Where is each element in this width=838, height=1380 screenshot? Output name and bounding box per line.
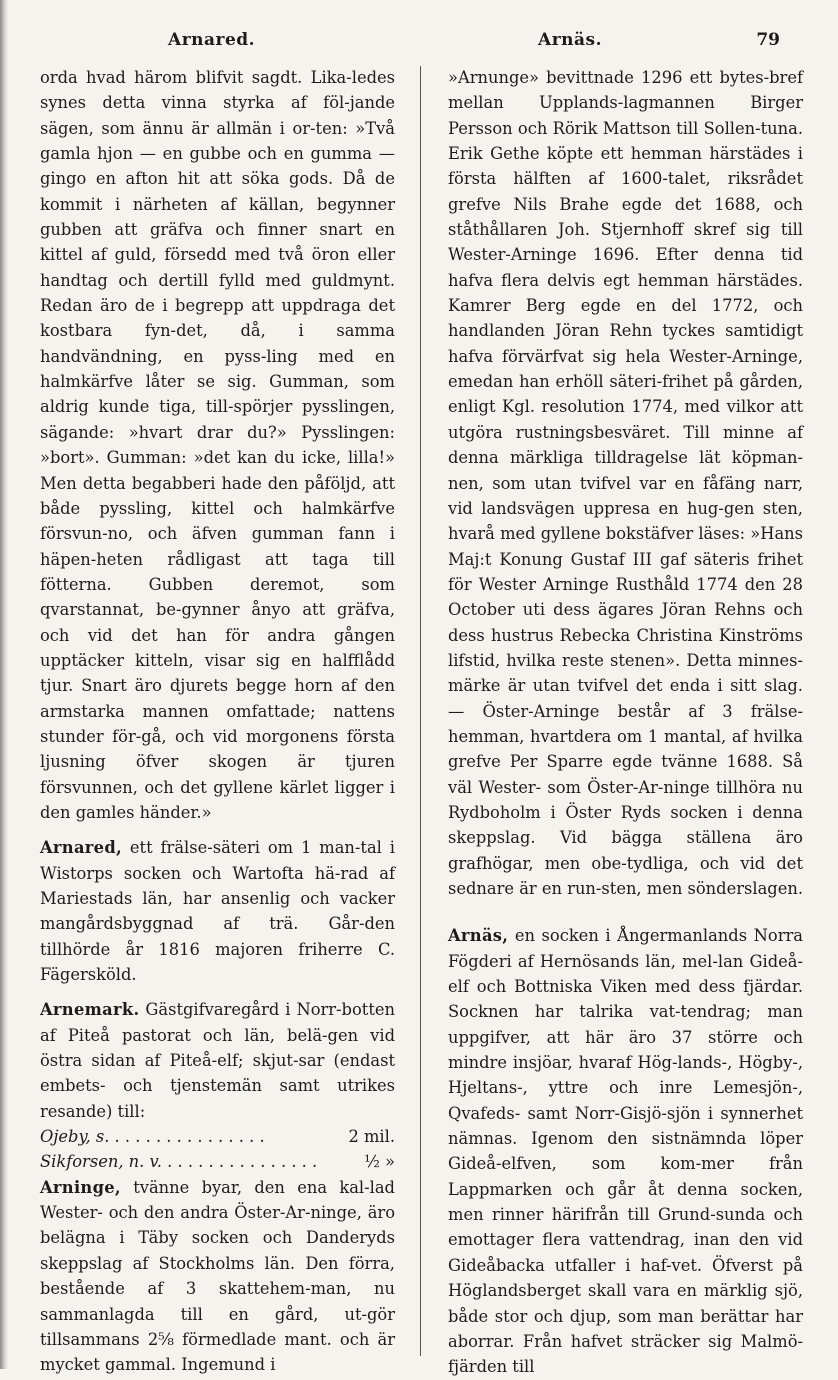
column-divider bbox=[420, 66, 421, 1356]
header-right-title: Arnäs. bbox=[538, 30, 603, 50]
page-binding-edge bbox=[0, 0, 8, 1369]
distance-leader: . . . . . . . . . . . . . . . bbox=[161, 1152, 318, 1172]
entry-text: Gästgifvaregård i Norr-botten af Piteå pastorat och län, belä-gen vid östra sidan af Piteå-elf; skjut-sar (endast embets- och tjenstemän samt utrikes resande) till: bbox=[40, 1000, 395, 1121]
distance-value: ½ » bbox=[364, 1152, 395, 1172]
left-column bbox=[40, 65, 395, 1378]
legend-paragraph: orda hvad härom blifvit sagdt. Lika-ledes synes detta vinna styrka af föl-jande sägen, som ännu är allmän i or-ten: »Två gamla hjon — en gubbe och en gumma — gingo en afton hit att söka gods. Då de kommit i närheten af källan, begynner gubben att gräfva och finner snart en kittel af guld, försedd med två öron eller handtag och dertill fylld med guldmynt. Redan äro de i begrepp att uppdraga det kostbara fyn-det, då, i samma handvändning, en pyss-ling med en halmkärfve låter se sig. Gumman, som aldrig kunde tiga, till-spörjer pysslingen, sägande: »hvart drar du?» Pysslingen: »bort». Gumman: »det kan du icke, lilla!» Men detta begabberi hade den påföljd, att både pyssling, kittel och halmkärfve försvun-no, och äfven gumman fann i häpen-heten rådligast att taga till fötterna. Gubben deremot, som qvarstannat, be-gynner ånyo att gräfva, och vid det han för andra gången upptäcker kitteln, visar sig en halfflådd tjur. Snart äro djurets begge horn af den armstarka mannen omfattade; nattens stunder för-gå, och vid morgonens första ljusning öfver skogen är tjuren försvunnen, och det gyllene kärlet ligger i den gamles händer.» bbox=[40, 68, 395, 822]
entry-arnared bbox=[40, 835, 395, 987]
entry-headword: Arnemark. bbox=[40, 1000, 140, 1020]
distance-value: 2 mil. bbox=[348, 1127, 395, 1147]
distance-row bbox=[40, 1124, 395, 1149]
entry-headword: Arninge, bbox=[40, 1177, 121, 1197]
arninge-continuation: »Arnunge» bevittnade 1296 ett bytes-bref mellan Upplands-lagmannen Birger Persson och Rörik Mattson till Sollen-tuna. Erik Gethe köpte ett hemman härstädes i första hälften af 1600-talet, riksrådet grefve Nils Brahe egde det 1688, och ståthållaren Joh. Stjernhoff skref sig till Wester-Arninge 1696. Efter denna tid hafva flera delvis egt hemman härstädes. Kamrer Berg egde en del 1772, och handlanden Jöran Rehn tyckes samtidigt hafva förvärfvat sig hela Wester-Arninge, emedan han erhöll säteri-frihet på gården, enligt Kgl. resolution 1774, med vilkor att utgöra rustningsbesväret. Till minne af denna märkliga tilldragelse lät köpman-nen, som utan tvifvel var en fåfäng narr, vid landsvägen uppresa en hug-gen sten, hvarå med gyllene bokstäfver läses: »Hans Maj:t Konung Gustaf III gaf säteris frihet för Wester Arninge Rusthåld 1774 den 28 October uti dess ägares Jöran Rehns och dess hustrus Rebecka Christina Kinströms lifstid, hvilka reste stenen». Detta minnes-märke är utan tvifvel det enda i sitt slag. — Öster-Arninge består af 3 frälse-hemman, hvartdera om 1 mantal, af hvilka grefve Per Sparre egde tvänne 1688. Så väl Wester- som Öster-Ar-ninge tillhöra nu Rydboholm i Öster Ryds socken i denna skeppslag. Vid bägga ställena äro grafhögar, men obe-tydliga, och vid det sednare är en run-sten, men sönderslagen. bbox=[448, 68, 803, 898]
header-left-title: Arnared. bbox=[168, 30, 256, 50]
entry-headword: Arnäs, bbox=[448, 926, 509, 946]
entry-text: ett frälse-säteri om 1 man-tal i Wistorps socken och Wartofta hä-rad af Mariestads län, har ansenlig och vacker mangårdsbyggnad af trä. Går-den tillhörde år 1816 majoren friherre C. Fägersköld. bbox=[40, 838, 395, 985]
running-header bbox=[60, 30, 788, 54]
entry-text: tvänne byar, den ena kal-lad Wester- och den andra Öster-Ar-ninge, äro belägna i Täby socken och Danderyds skeppslag af Stockholms län. Den förra, bestående af 3 skattehem-man, nu sammanlagda till en gård, ut-gör tillsammans 2⅝ förmedlade mant. och är mycket gammal. Ingemund i bbox=[40, 1177, 395, 1375]
page-number: 79 bbox=[756, 30, 780, 50]
right-column bbox=[448, 65, 803, 1380]
distance-leader: . . . . . . . . . . . . . . . bbox=[109, 1127, 265, 1147]
distance-place: Sikforsen, n. v. bbox=[40, 1152, 162, 1172]
entry-arnas bbox=[448, 923, 803, 1379]
distance-place: Ojeby, s. bbox=[40, 1127, 110, 1147]
distance-row bbox=[40, 1149, 395, 1174]
distance-list bbox=[40, 1124, 395, 1175]
entry-arninge bbox=[40, 1175, 395, 1378]
entry-text: en socken i Ångermanlands Norra Fögderi af Hernösands län, mel-lan Gideå-elf och Bottniska Viken med dess fjärdar. Socknen har talrika vat-tendrag; man uppgifver, att här äro 37 större och mindre insjöar, hvaraf Hög-lands-, Högby-, Hjeltans-, yttre och inre Lemesjön-, Qvafeds- samt Norr-Gisjö-sjön i synnerhet nämnas. Igenom den sistnämnda löper Gideå-elfven, som kom-mer från Lappmarken och går åt denna socken, men rinner härifrån till Grund-sunda och emottager flera vattendrag, inan den vid Gideåbacka utfaller i haf-vet. Öfverst på Höglandsberget skall vara en märklig sjö, både stor och djup, som man berättar har aborrar. Från hafvet sträcker sig Malmö-fjärden till bbox=[448, 926, 803, 1377]
entry-arnemark bbox=[40, 997, 395, 1124]
entry-headword: Arnared, bbox=[40, 838, 122, 858]
